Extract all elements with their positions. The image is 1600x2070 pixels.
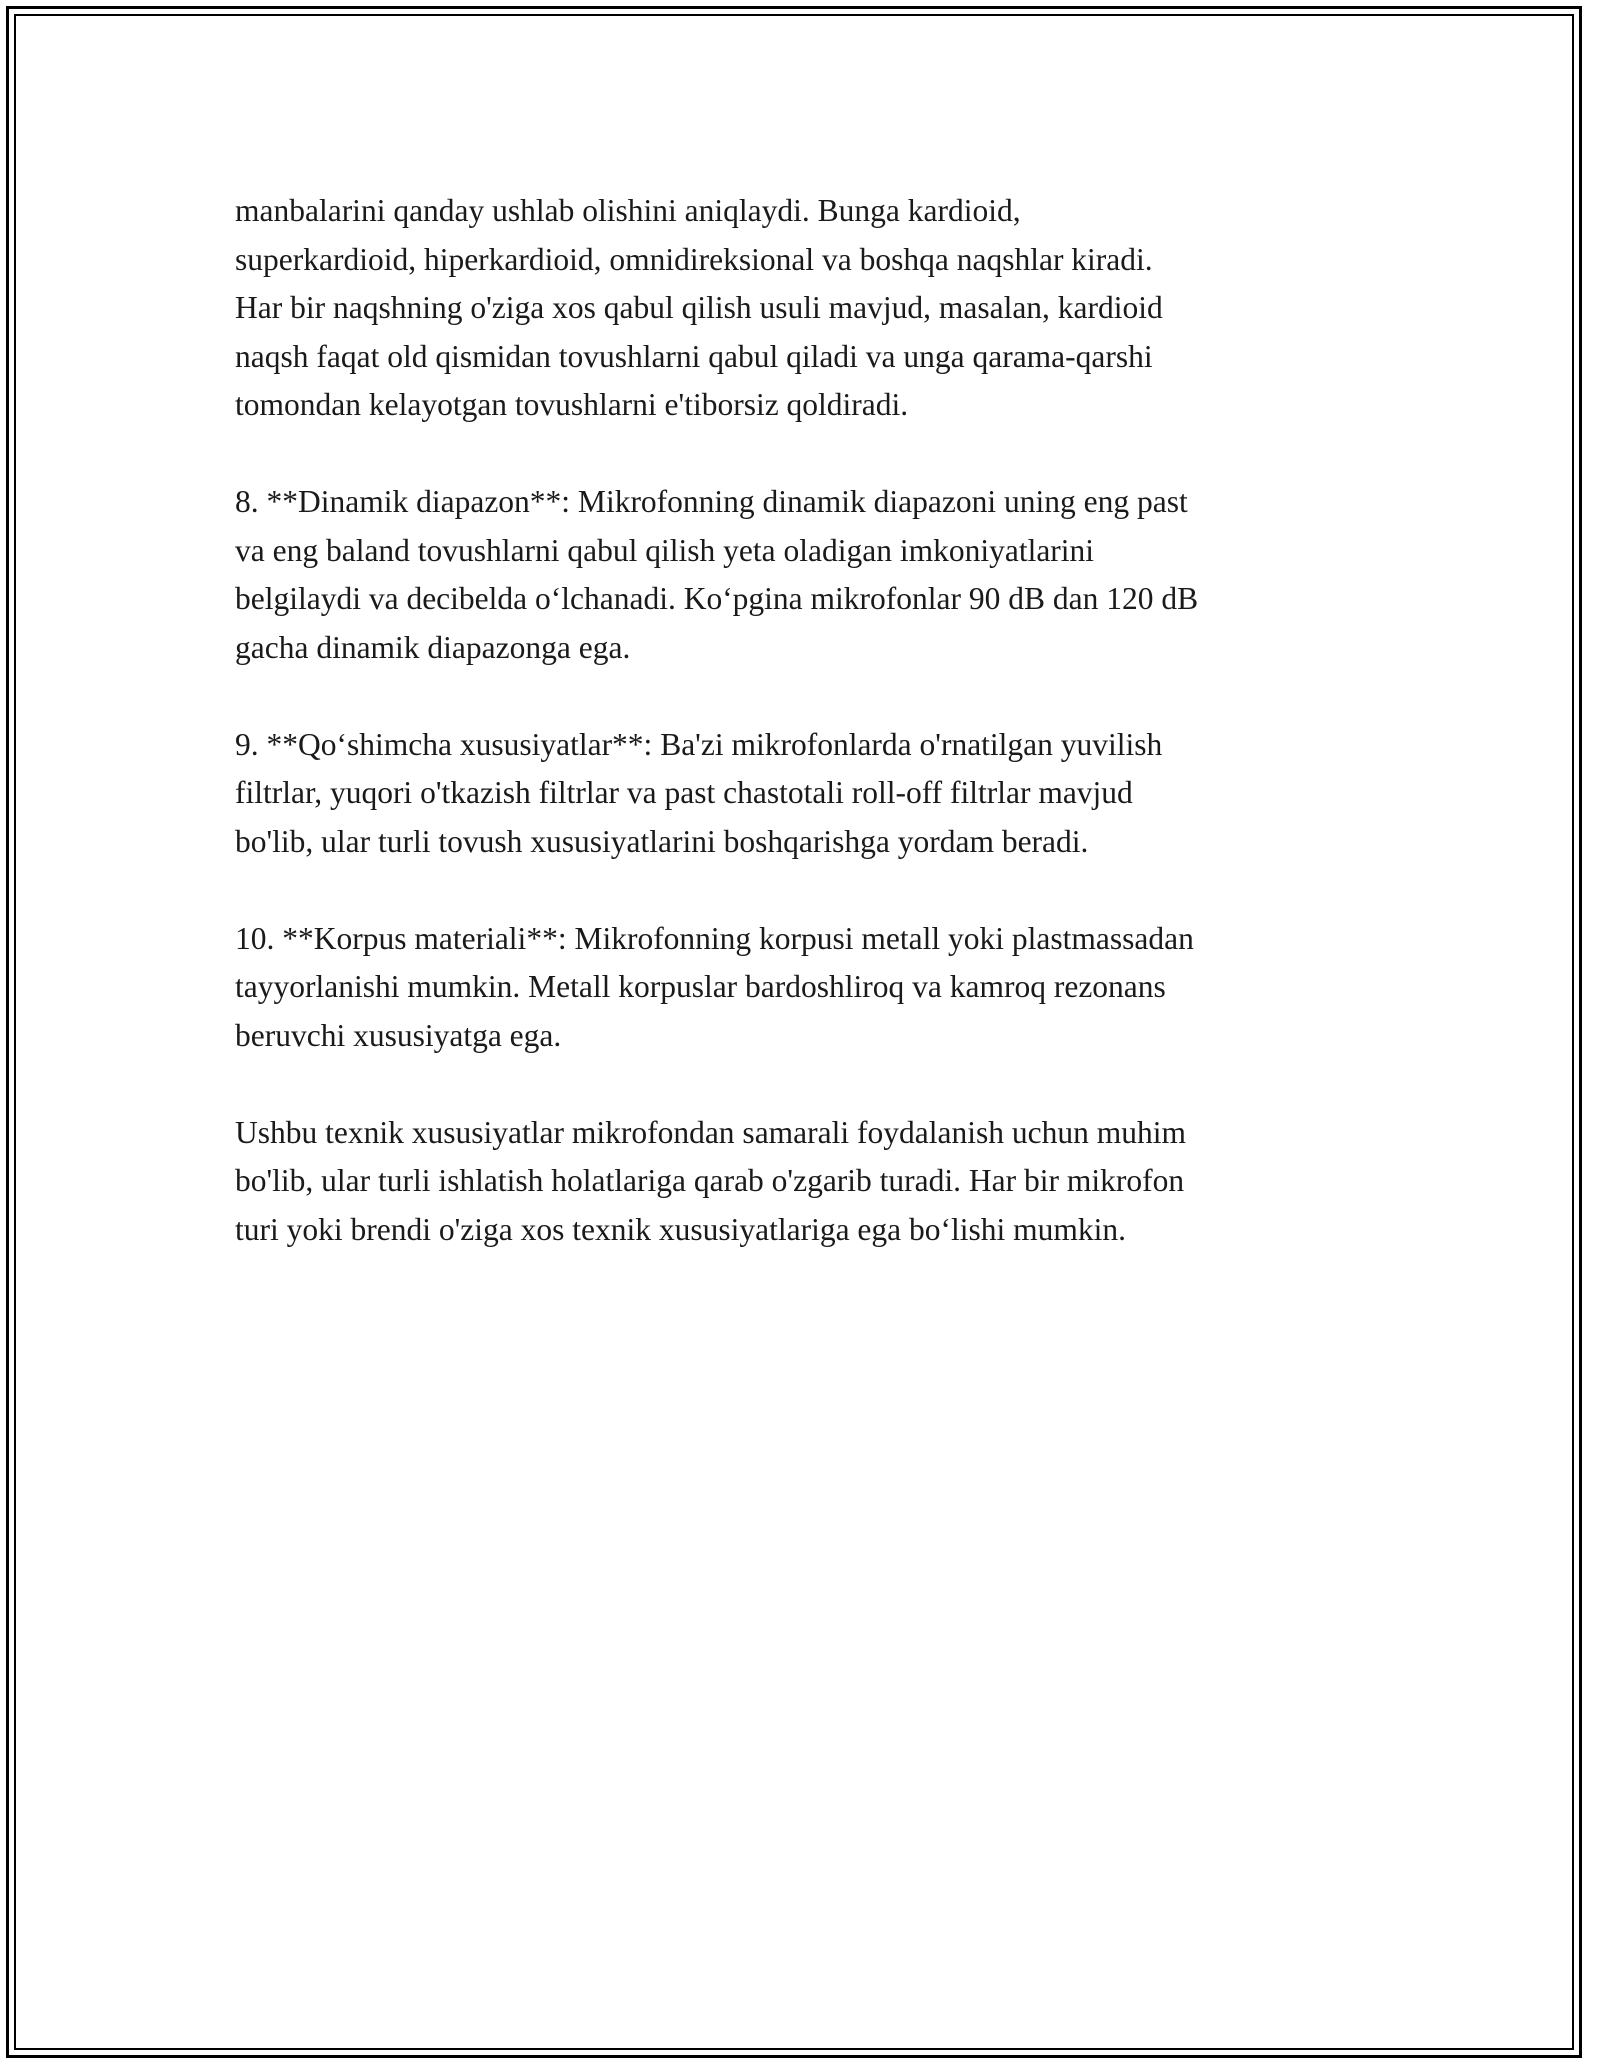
paragraph-polar-pattern: manbalarini qanday ushlab olishini aniqlaydi. Bunga kardioid, superkardioid, hiperkardioid, omnidireksional va boshqa naqshlar kiradi. Har bir naqshning o'ziga xos qabul qilish usuli mavjud, masalan, kardioid naqsh faqat old qismidan tovushlarni qabul qiladi va unga qarama-qarshi tomondan kelayotgan tovushlarni e'tiborsiz qoldiradi.: [235, 193, 1163, 422]
document-body: [235, 187, 1365, 1303]
paragraph-body-material: 10. **Korpus materiali**: Mikrofonning korpusi metall yoki plastmassadan tayyorlanishi mumkin. Metall korpuslar bardoshliroq va kamroq rezonans beruvchi xususiyatga ega.: [235, 920, 1194, 1053]
paragraph-dynamic-range: 8. **Dinamik diapazon**: Mikrofonning dinamik diapazoni uning eng past va eng baland tovushlarni qabul qilish yeta oladigan imkoniyatlarini belgilaydi va decibelda o‘lchanadi. Ko‘pgina mikrofonlar 90 dB dan 120 dB gacha dinamik diapazonga ega.: [235, 484, 1199, 665]
paragraph-additional-features: 9. **Qo‘shimcha xususiyatlar**: Ba'zi mikrofonlarda o'rnatilgan yuvilish filtrlar, yuqori o'tkazish filtrlar va past chastotali roll-off filtrlar mavjud bo'lib, ular turli tovush xususiyatlarini boshqarishga yordam beradi.: [235, 726, 1163, 859]
paragraph-conclusion: Ushbu texnik xususiyatlar mikrofondan samarali foydalanish uchun muhim bo'lib, ular turli ishlatish holatlariga qarab o'zgarib turadi. Har bir mikrofon turi yoki brendi o'ziga xos texnik xususiyatlariga ega bo‘lishi mumkin.: [235, 1114, 1186, 1247]
